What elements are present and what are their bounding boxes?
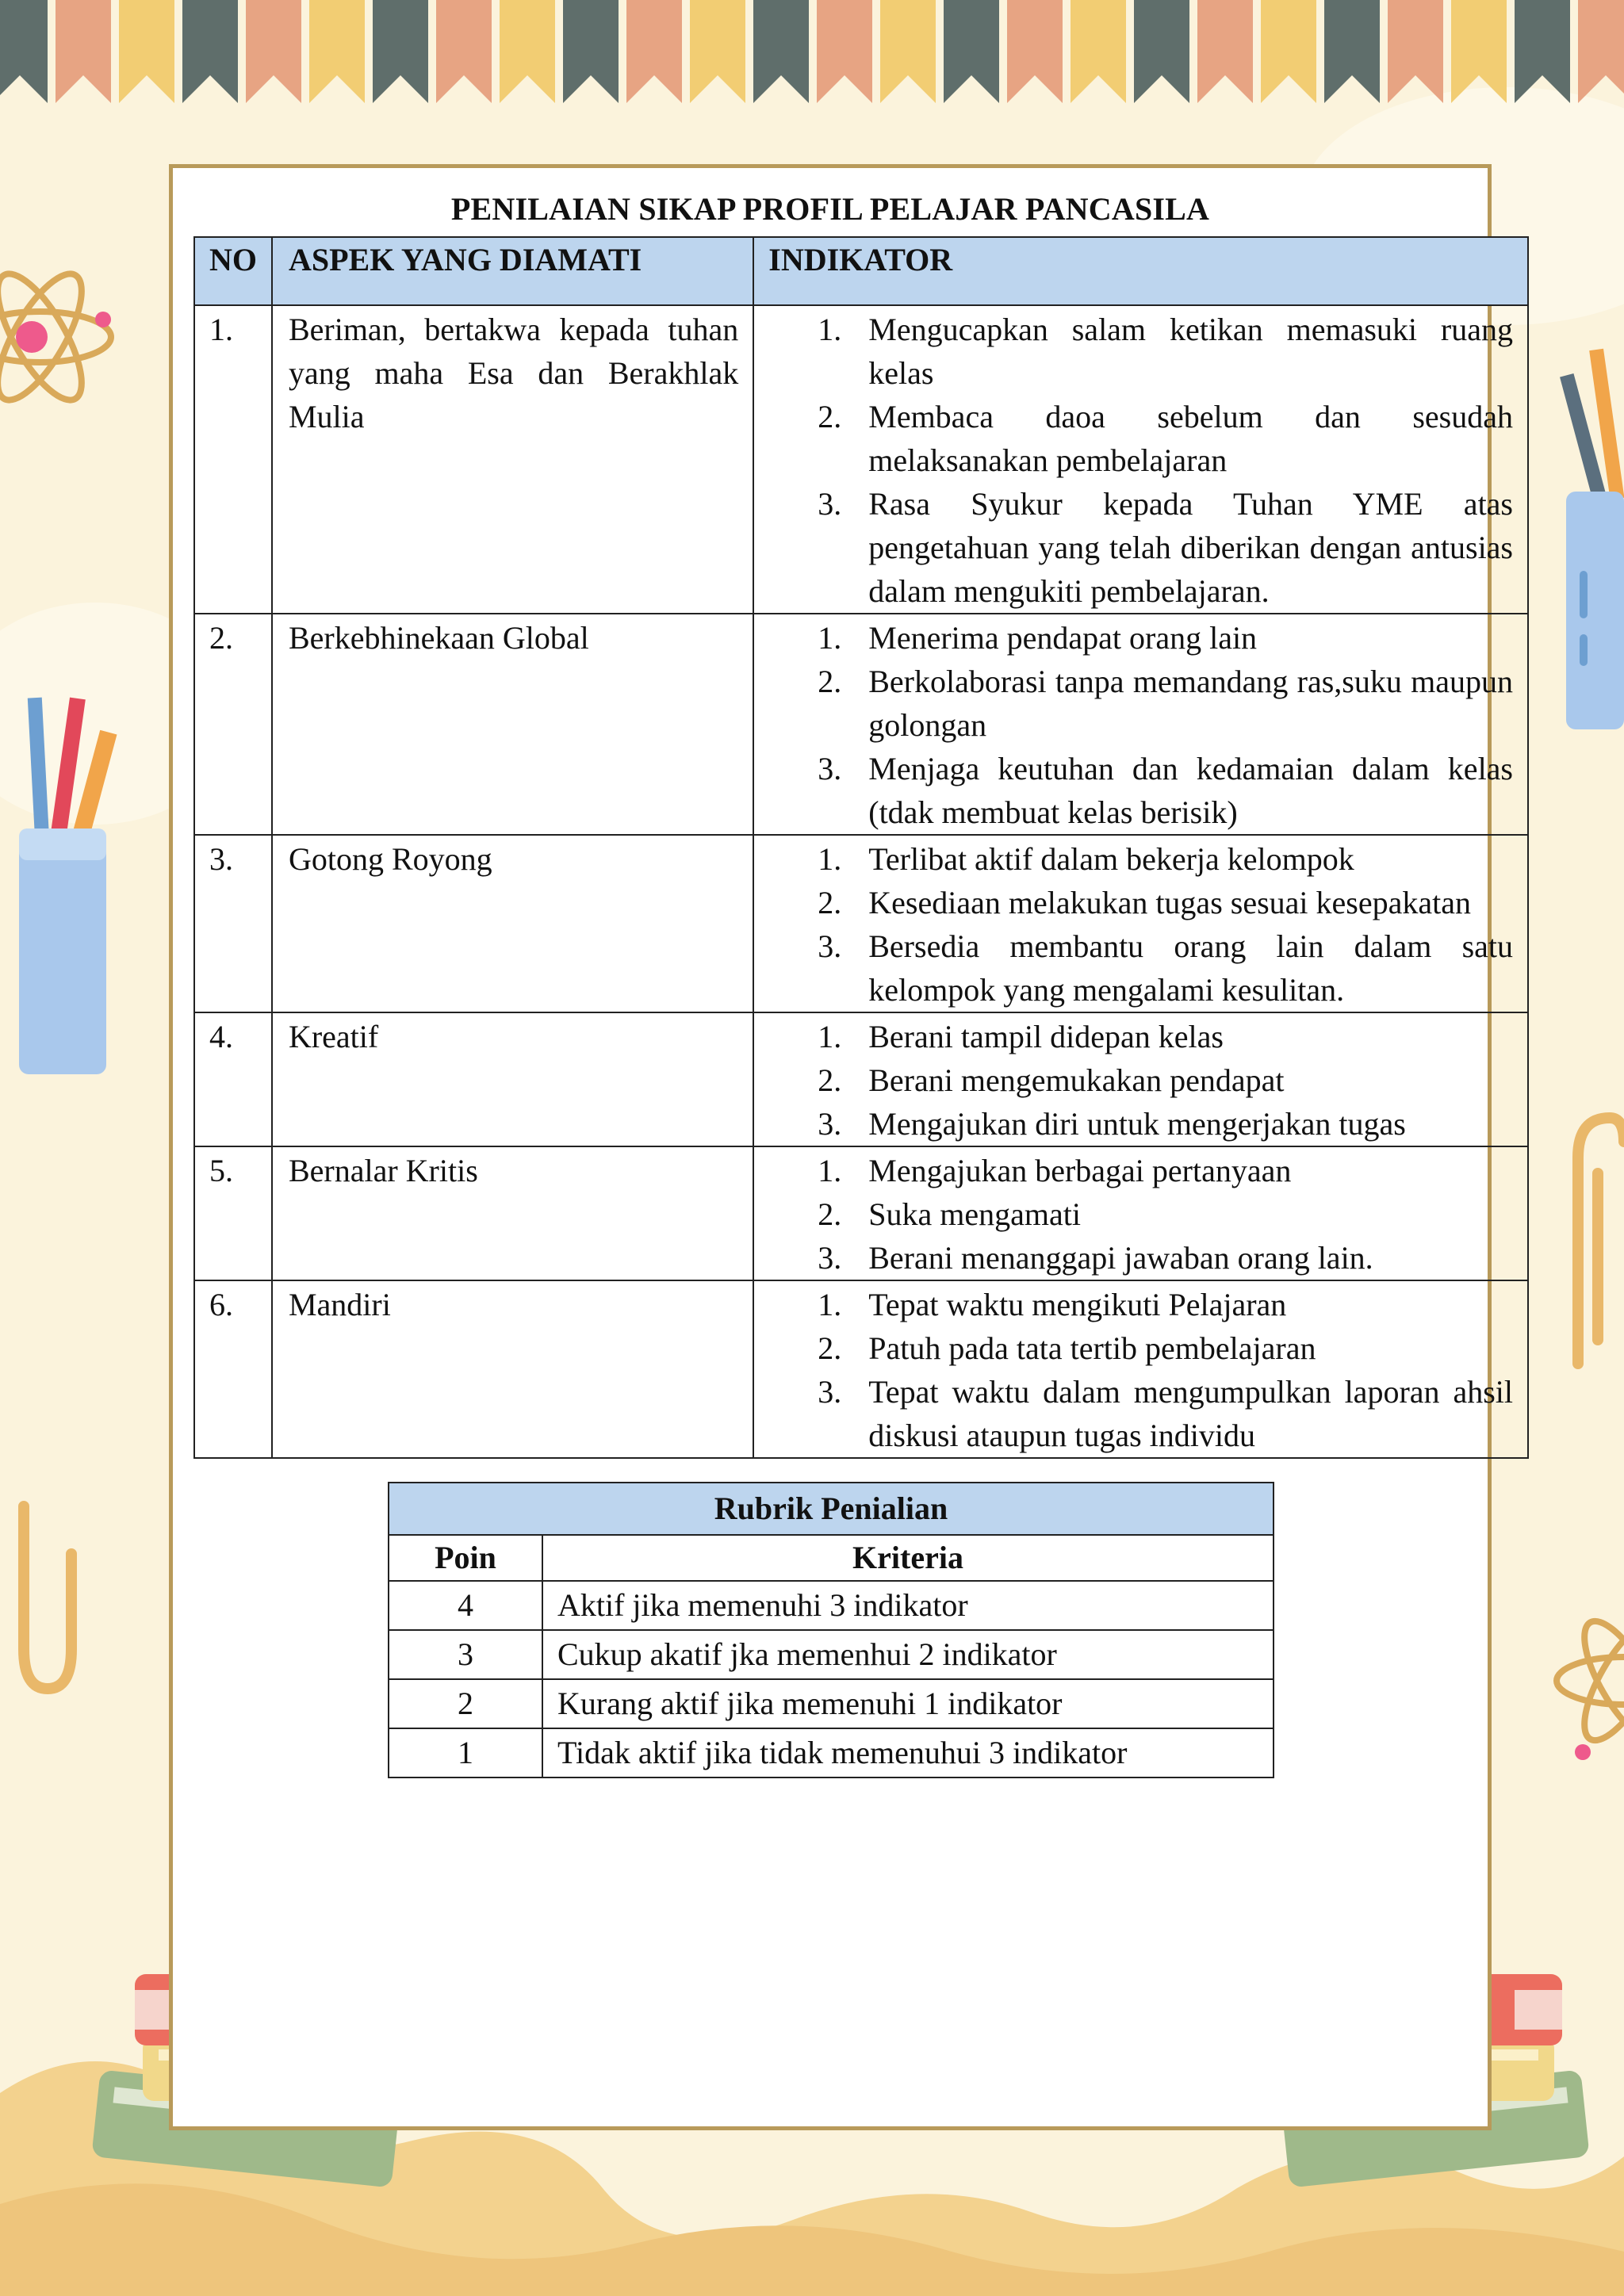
- indikator-text: Menjaga keutuhan dan kedamaian dalam kelas (tdak membuat kelas berisik): [868, 751, 1513, 830]
- rubric-kriteria: Aktif jika memenuhi 3 indikator: [542, 1581, 1274, 1630]
- indikator-text: Berani tampil didepan kelas: [868, 1019, 1224, 1054]
- indikator-item: [754, 308, 1513, 395]
- row-number: 2.: [194, 614, 272, 835]
- rubric-row: [389, 1679, 1274, 1728]
- indikator-number: 3.: [818, 1374, 842, 1410]
- rubric-title: Rubrik Penialian: [389, 1483, 1274, 1535]
- table-row: [194, 305, 1528, 614]
- indikator-number: 2.: [818, 885, 842, 920]
- row-number: 4.: [194, 1012, 272, 1146]
- indikator-text: Tepat waktu dalam mengumpulkan laporan ahsil diskusi ataupun tugas individu: [868, 1374, 1513, 1453]
- indikator-number: 1.: [818, 1153, 842, 1188]
- indikator-list: [754, 1015, 1513, 1146]
- indikator-cell: [753, 614, 1528, 835]
- indikator-item: [754, 660, 1513, 747]
- aspek-cell: Berkebhinekaan Global: [272, 614, 753, 835]
- rubric-row: [389, 1581, 1274, 1630]
- indikator-item: [754, 1326, 1513, 1370]
- table-row: [194, 835, 1528, 1012]
- indikator-text: Berkolaborasi tanpa memandang ras,suku maupun golongan: [868, 664, 1513, 743]
- indikator-number: 2.: [818, 1062, 842, 1098]
- rubric-row: [389, 1728, 1274, 1777]
- rubric-header-poin: Poin: [389, 1535, 542, 1581]
- indikator-text: Menerima pendapat orang lain: [868, 620, 1258, 656]
- row-number: 1.: [194, 305, 272, 614]
- indikator-item: [754, 1058, 1513, 1102]
- indikator-number: 3.: [818, 1106, 842, 1142]
- rubric-kriteria: Tidak aktif jika tidak memenuhui 3 indikator: [542, 1728, 1274, 1777]
- indikator-text: Berani menanggapi jawaban orang lain.: [868, 1240, 1373, 1276]
- indikator-number: 1.: [818, 841, 842, 877]
- table-header-row: [194, 237, 1528, 305]
- rubric-poin: 2: [389, 1679, 542, 1728]
- indikator-item: [754, 837, 1513, 881]
- pencil-cup-icon: [19, 698, 117, 1074]
- indikator-number: 1.: [818, 620, 842, 656]
- row-number: 5.: [194, 1146, 272, 1280]
- indikator-number: 3.: [818, 486, 842, 522]
- rubric-table: [388, 1482, 1274, 1778]
- indikator-text: Terlibat aktif dalam bekerja kelompok: [868, 841, 1354, 877]
- rubric-header-row: [389, 1535, 1274, 1581]
- rubric-kriteria: Cukup akatif jka memenhui 2 indikator: [542, 1630, 1274, 1679]
- rubric-row: [389, 1630, 1274, 1679]
- indikator-text: Suka mengamati: [868, 1196, 1081, 1232]
- indikator-item: [754, 1236, 1513, 1280]
- indikator-text: Berani mengemukakan pendapat: [868, 1062, 1285, 1098]
- indikator-item: [754, 482, 1513, 613]
- table-row: [194, 1146, 1528, 1280]
- indikator-list: [754, 616, 1513, 834]
- rubric-header-kriteria: Kriteria: [542, 1535, 1274, 1581]
- indikator-cell: [753, 305, 1528, 614]
- aspek-cell: Mandiri: [272, 1280, 753, 1458]
- indikator-item: [754, 1370, 1513, 1457]
- indikator-item: [754, 1192, 1513, 1236]
- indikator-number: 3.: [818, 1240, 842, 1276]
- indikator-cell: [753, 1280, 1528, 1458]
- header-aspek: ASPEK YANG DIAMATI: [272, 237, 753, 305]
- rubric-poin: 1: [389, 1728, 542, 1777]
- indikator-number: 2.: [818, 1196, 842, 1232]
- indikator-text: Mengajukan berbagai pertanyaan: [868, 1153, 1292, 1188]
- aspek-cell: Beriman, bertakwa kepada tuhan yang maha Esa dan Berakhlak Mulia: [272, 305, 753, 614]
- row-number: 6.: [194, 1280, 272, 1458]
- rubric-poin: 3: [389, 1630, 542, 1679]
- aspek-cell: Kreatif: [272, 1012, 753, 1146]
- indikator-cell: [753, 835, 1528, 1012]
- indikator-number: 2.: [818, 1330, 842, 1366]
- indikator-number: 3.: [818, 928, 842, 964]
- indikator-item: [754, 1015, 1513, 1058]
- indikator-item: [754, 1283, 1513, 1326]
- indikator-cell: [753, 1146, 1528, 1280]
- header-indikator: INDIKATOR: [753, 237, 1528, 305]
- indikator-cell: [753, 1012, 1528, 1146]
- table-row: [194, 1012, 1528, 1146]
- indikator-item: [754, 747, 1513, 834]
- document-title: PENILAIAN SIKAP PROFIL PELAJAR PANCASILA: [450, 191, 1210, 227]
- indikator-text: Rasa Syukur kepada Tuhan YME atas pengetahuan yang telah diberikan dengan antusias dalam mengukiti pembelajaran.: [868, 486, 1513, 609]
- indikator-text: Mengajukan diri untuk mengerjakan tugas: [868, 1106, 1406, 1142]
- indikator-text: Membaca daoa sebelum dan sesudah melaksanakan pembelajaran: [868, 399, 1513, 478]
- indikator-number: 1.: [818, 312, 842, 347]
- rubric-poin: 4: [389, 1581, 542, 1630]
- indikator-item: [754, 924, 1513, 1012]
- indikator-list: [754, 1149, 1513, 1280]
- indikator-number: 1.: [818, 1019, 842, 1054]
- indikator-item: [754, 395, 1513, 482]
- indikator-number: 2.: [818, 664, 842, 699]
- table-row: [194, 1280, 1528, 1458]
- aspek-cell: Bernalar Kritis: [272, 1146, 753, 1280]
- indikator-number: 3.: [818, 751, 842, 786]
- indikator-item: [754, 881, 1513, 924]
- indikator-item: [754, 1149, 1513, 1192]
- row-number: 3.: [194, 835, 272, 1012]
- rubric-kriteria: Kurang aktif jika memenuhi 1 indikator: [542, 1679, 1274, 1728]
- indikator-text: Kesediaan melakukan tugas sesuai kesepakatan: [868, 885, 1471, 920]
- indikator-text: Bersedia membantu orang lain dalam satu kelompok yang mengalami kesulitan.: [868, 928, 1513, 1008]
- indikator-text: Patuh pada tata tertib pembelajaran: [868, 1330, 1316, 1366]
- aspek-cell: Gotong Royong: [272, 835, 753, 1012]
- indikator-number: 2.: [818, 399, 842, 434]
- indikator-list: [754, 837, 1513, 1012]
- indikator-number: 1.: [818, 1287, 842, 1322]
- indikator-list: [754, 1283, 1513, 1457]
- indikator-text: Mengucapkan salam ketikan memasuki ruang kelas: [868, 312, 1513, 391]
- assessment-table: [193, 236, 1529, 1459]
- indikator-list: [754, 308, 1513, 613]
- indikator-text: Tepat waktu mengikuti Pelajaran: [868, 1287, 1287, 1322]
- table-row: [194, 614, 1528, 835]
- header-no: NO: [194, 237, 272, 305]
- indikator-item: [754, 616, 1513, 660]
- indikator-item: [754, 1102, 1513, 1146]
